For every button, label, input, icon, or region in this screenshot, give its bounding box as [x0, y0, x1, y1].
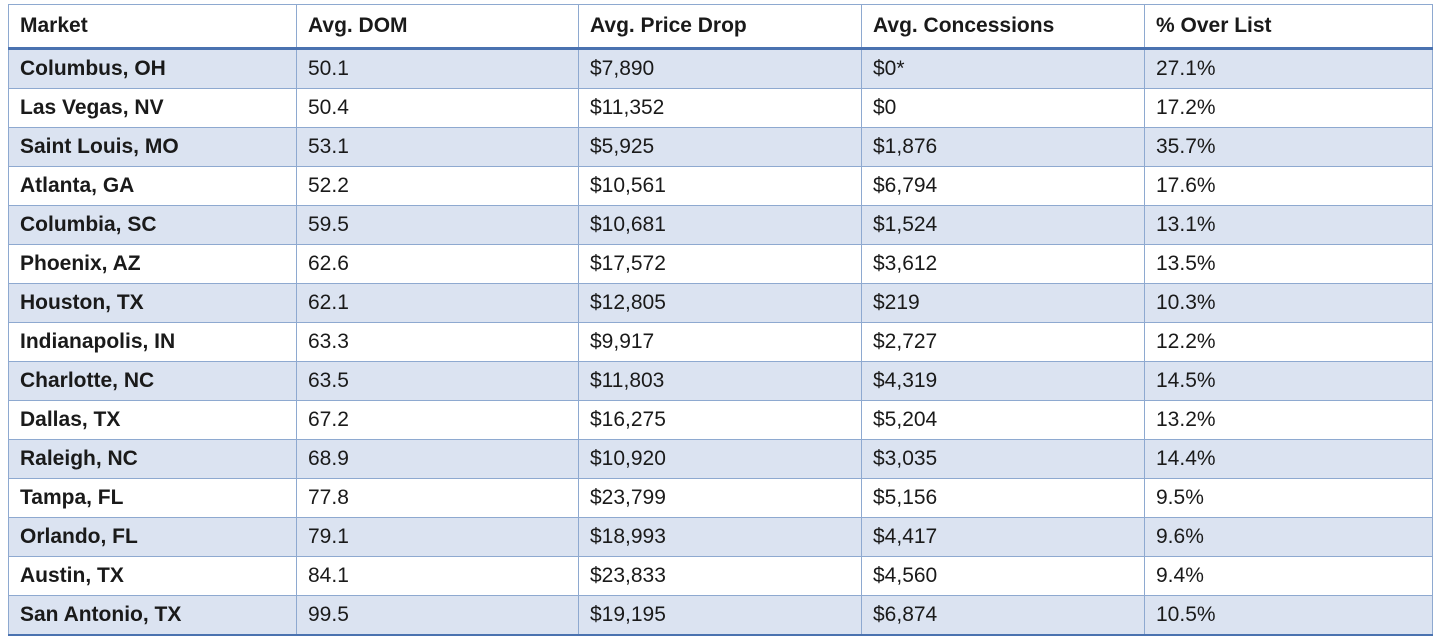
cell-market: Phoenix, AZ [9, 245, 297, 284]
cell-value: $1,524 [862, 206, 1145, 245]
cell-value: 12.2% [1145, 323, 1433, 362]
cell-value: 10.5% [1145, 596, 1433, 636]
cell-value: $23,833 [579, 557, 862, 596]
cell-market: Columbus, OH [9, 49, 297, 89]
table-row [9, 596, 1433, 636]
cell-value: 17.2% [1145, 89, 1433, 128]
cell-value: $23,799 [579, 479, 862, 518]
cell-value: $6,874 [862, 596, 1145, 636]
cell-value: $4,560 [862, 557, 1145, 596]
cell-value: 62.6 [297, 245, 579, 284]
cell-market: Dallas, TX [9, 401, 297, 440]
cell-value: $11,352 [579, 89, 862, 128]
column-header-market: Market [9, 5, 297, 49]
table-header-row [9, 5, 1433, 49]
cell-value: 63.3 [297, 323, 579, 362]
cell-value: 10.3% [1145, 284, 1433, 323]
cell-value: 77.8 [297, 479, 579, 518]
cell-market: Raleigh, NC [9, 440, 297, 479]
cell-value: 17.6% [1145, 167, 1433, 206]
table-row [9, 401, 1433, 440]
cell-value: 59.5 [297, 206, 579, 245]
cell-value: 68.9 [297, 440, 579, 479]
cell-value: $0 [862, 89, 1145, 128]
table-row [9, 518, 1433, 557]
column-header-pct-over-list: % Over List [1145, 5, 1433, 49]
cell-market: Tampa, FL [9, 479, 297, 518]
table-row [9, 557, 1433, 596]
cell-value: $6,794 [862, 167, 1145, 206]
cell-value: 62.1 [297, 284, 579, 323]
table-row [9, 323, 1433, 362]
cell-value: 14.4% [1145, 440, 1433, 479]
cell-value: 67.2 [297, 401, 579, 440]
table-body [9, 49, 1433, 636]
cell-value: 13.2% [1145, 401, 1433, 440]
cell-value: 9.6% [1145, 518, 1433, 557]
table-row [9, 206, 1433, 245]
cell-value: 13.1% [1145, 206, 1433, 245]
cell-value: 9.5% [1145, 479, 1433, 518]
cell-value: $10,561 [579, 167, 862, 206]
cell-value: 53.1 [297, 128, 579, 167]
cell-value: $5,156 [862, 479, 1145, 518]
cell-market: Charlotte, NC [9, 362, 297, 401]
cell-value: 50.4 [297, 89, 579, 128]
cell-value: 52.2 [297, 167, 579, 206]
cell-value: 99.5 [297, 596, 579, 636]
cell-market: Austin, TX [9, 557, 297, 596]
table-row [9, 167, 1433, 206]
cell-market: Saint Louis, MO [9, 128, 297, 167]
cell-value: $17,572 [579, 245, 862, 284]
cell-value: 79.1 [297, 518, 579, 557]
cell-market: Las Vegas, NV [9, 89, 297, 128]
cell-value: $19,195 [579, 596, 862, 636]
table-row [9, 89, 1433, 128]
cell-value: 84.1 [297, 557, 579, 596]
cell-value: $4,417 [862, 518, 1145, 557]
column-header-avg-concessions: Avg. Concessions [862, 5, 1145, 49]
cell-value: $219 [862, 284, 1145, 323]
cell-value: 9.4% [1145, 557, 1433, 596]
cell-market: Houston, TX [9, 284, 297, 323]
column-header-avg-price-drop: Avg. Price Drop [579, 5, 862, 49]
cell-value: $7,890 [579, 49, 862, 89]
cell-value: $2,727 [862, 323, 1145, 362]
cell-value: 50.1 [297, 49, 579, 89]
cell-value: $4,319 [862, 362, 1145, 401]
cell-value: 35.7% [1145, 128, 1433, 167]
cell-value: $1,876 [862, 128, 1145, 167]
table-row [9, 49, 1433, 89]
cell-value: $5,925 [579, 128, 862, 167]
table-row [9, 245, 1433, 284]
table-row [9, 479, 1433, 518]
cell-value: 13.5% [1145, 245, 1433, 284]
cell-value: $5,204 [862, 401, 1145, 440]
cell-value: $10,681 [579, 206, 862, 245]
cell-value: $12,805 [579, 284, 862, 323]
cell-market: San Antonio, TX [9, 596, 297, 636]
table-row [9, 440, 1433, 479]
market-metrics-table [8, 4, 1433, 636]
cell-value: 27.1% [1145, 49, 1433, 89]
cell-value: $11,803 [579, 362, 862, 401]
cell-market: Indianapolis, IN [9, 323, 297, 362]
cell-value: 63.5 [297, 362, 579, 401]
cell-value: $9,917 [579, 323, 862, 362]
cell-value: $18,993 [579, 518, 862, 557]
table-header [9, 5, 1433, 49]
cell-value: $10,920 [579, 440, 862, 479]
cell-value: $3,035 [862, 440, 1145, 479]
table-row [9, 362, 1433, 401]
cell-market: Atlanta, GA [9, 167, 297, 206]
cell-value: $0* [862, 49, 1145, 89]
column-header-avg-dom: Avg. DOM [297, 5, 579, 49]
cell-market: Orlando, FL [9, 518, 297, 557]
cell-value: 14.5% [1145, 362, 1433, 401]
cell-market: Columbia, SC [9, 206, 297, 245]
table-row [9, 284, 1433, 323]
cell-value: $3,612 [862, 245, 1145, 284]
cell-value: $16,275 [579, 401, 862, 440]
table-row [9, 128, 1433, 167]
